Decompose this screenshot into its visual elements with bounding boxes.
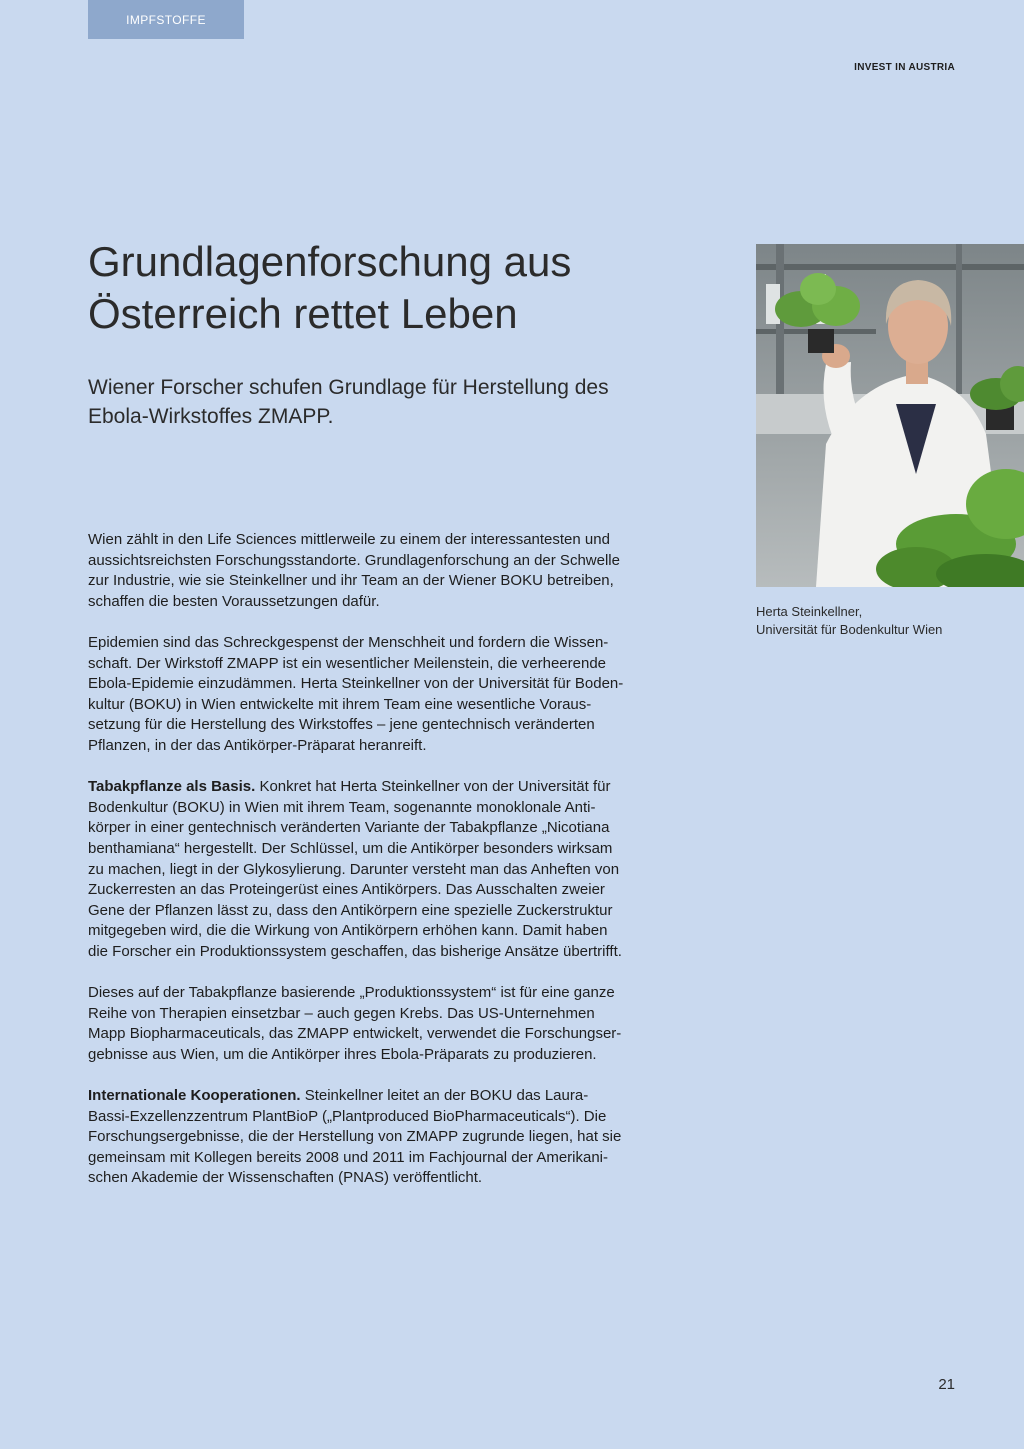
- paragraph-production-system: [88, 983, 688, 1065]
- portrait-illustration: [756, 244, 1024, 587]
- runin-heading: Tabakpflanze als Basis.: [88, 778, 256, 796]
- photo-caption: [756, 603, 1016, 639]
- text-line: aussichtsreichsten Forschungsstandorte. Grundlagenforschung an der Schwelle: [88, 551, 620, 569]
- text-line: Gene der Pflanzen lässt zu, dass den Antikörpern eine spezielle Zuckerstruktur: [88, 901, 613, 919]
- text-line: Pflanzen, in der das Antikörper-Präparat heranreift.: [88, 736, 427, 754]
- text-line: [88, 777, 688, 798]
- paragraph-intro: [88, 530, 688, 612]
- text-line: [88, 1086, 688, 1107]
- text-line: Bassi-Exzellenzzentrum PlantBioP („Plantproduced BioPharmaceuticals“). Die: [88, 1107, 607, 1125]
- text-line-rest: Steinkellner leitet an der BOKU das Laura-: [300, 1087, 589, 1105]
- publication-name: INVEST IN AUSTRIA: [854, 62, 955, 73]
- headline-line: Grundlagenforschung aus: [88, 238, 572, 285]
- text-line: Reihe von Therapien einsetzbar – auch gegen Krebs. Das US-Unternehmen: [88, 1004, 595, 1022]
- text-line: benthamiana“ hergestellt. Der Schlüssel, um die Antikörper besonders wirksam: [88, 839, 613, 857]
- portrait-photo: [756, 244, 1024, 587]
- caption-line: Herta Steinkellner,: [756, 604, 863, 619]
- section-tab-label: IMPFSTOFFE: [126, 12, 206, 27]
- paragraph-tobacco-plant: [88, 777, 688, 962]
- paragraph-cooperations: [88, 1086, 688, 1189]
- text-line: die Forscher ein Produktionssystem geschaffen, das bisherige Ansätze übertrifft.: [88, 942, 622, 960]
- article-subheadline: [88, 373, 708, 431]
- text-line: zu machen, liegt in der Glykosylierung. Darunter versteht man das Anheften von: [88, 860, 620, 878]
- text-line-rest: Konkret hat Herta Steinkellner von der Universität für: [255, 778, 611, 796]
- text-line: Epidemien sind das Schreckgespenst der Menschheit und fordern die Wissen-: [88, 633, 609, 651]
- text-line: Ebola-Epidemie einzudämmen. Herta Steinkellner von der Universität für Boden-: [88, 675, 624, 693]
- text-line: setzung für die Herstellung des Wirkstoffes – jene gentechnisch veränderten: [88, 716, 595, 734]
- caption-line: Universität für Bodenkultur Wien: [756, 622, 943, 637]
- text-line: Forschungsergebnisse, die der Herstellung von ZMAPP zugrunde liegen, hat sie: [88, 1128, 622, 1146]
- text-line: körper in einer gentechnisch veränderten Variante der Tabakpflanze „Nicotiana: [88, 819, 610, 837]
- text-line: schaffen die besten Voraussetzungen dafür.: [88, 592, 380, 610]
- text-line: zur Industrie, wie sie Steinkellner und ihr Team an der Wiener BOKU betreiben,: [88, 572, 614, 590]
- text-line: Mapp Biopharmaceuticals, das ZMAPP entwickelt, verwendet die Forschungser-: [88, 1025, 622, 1043]
- text-line: gemeinsam mit Kollegen bereits 2008 und 2011 im Fachjournal der Amerikani-: [88, 1148, 608, 1166]
- text-line: schen Akademie der Wissenschaften (PNAS) veröffentlicht.: [88, 1169, 483, 1187]
- text-line: Dieses auf der Tabakpflanze basierende „Produktionssystem“ ist für eine ganze: [88, 984, 615, 1002]
- text-line: Zuckerresten an das Proteingerüst eines Antikörpers. Das Ausschalten zweier: [88, 881, 605, 899]
- runin-heading: Internationale Kooperationen.: [88, 1087, 301, 1105]
- text-line: schaft. Der Wirkstoff ZMAPP ist ein wesentlicher Meilenstein, die verheerende: [88, 654, 606, 672]
- text-line: Wien zählt in den Life Sciences mittlerweile zu einem der interessantesten und: [88, 531, 610, 548]
- text-line: gebnisse aus Wien, um die Antikörper ihres Ebola-Präparats zu produzieren.: [88, 1045, 597, 1063]
- headline-line: Österreich rettet Leben: [88, 290, 518, 337]
- text-line: Bodenkultur (BOKU) in Wien mit ihrem Team, sogenannte monoklonale Anti-: [88, 798, 596, 816]
- article-body: [88, 530, 688, 1210]
- text-line: mitgegeben wird, die die Wirkung von Antikörpern erhöhen kann. Damit haben: [88, 922, 608, 940]
- page-number: 21: [938, 1376, 955, 1393]
- subheadline-line: Wiener Forscher schufen Grundlage für Herstellung des: [88, 376, 609, 399]
- paragraph-epidemics: [88, 633, 688, 757]
- article-headline: [88, 236, 708, 340]
- section-tab: [88, 0, 244, 39]
- subheadline-line: Ebola-Wirkstoffes ZMAPP.: [88, 405, 334, 428]
- text-line: kultur (BOKU) in Wien entwickelte mit ihrem Team eine wesentliche Voraus-: [88, 695, 592, 713]
